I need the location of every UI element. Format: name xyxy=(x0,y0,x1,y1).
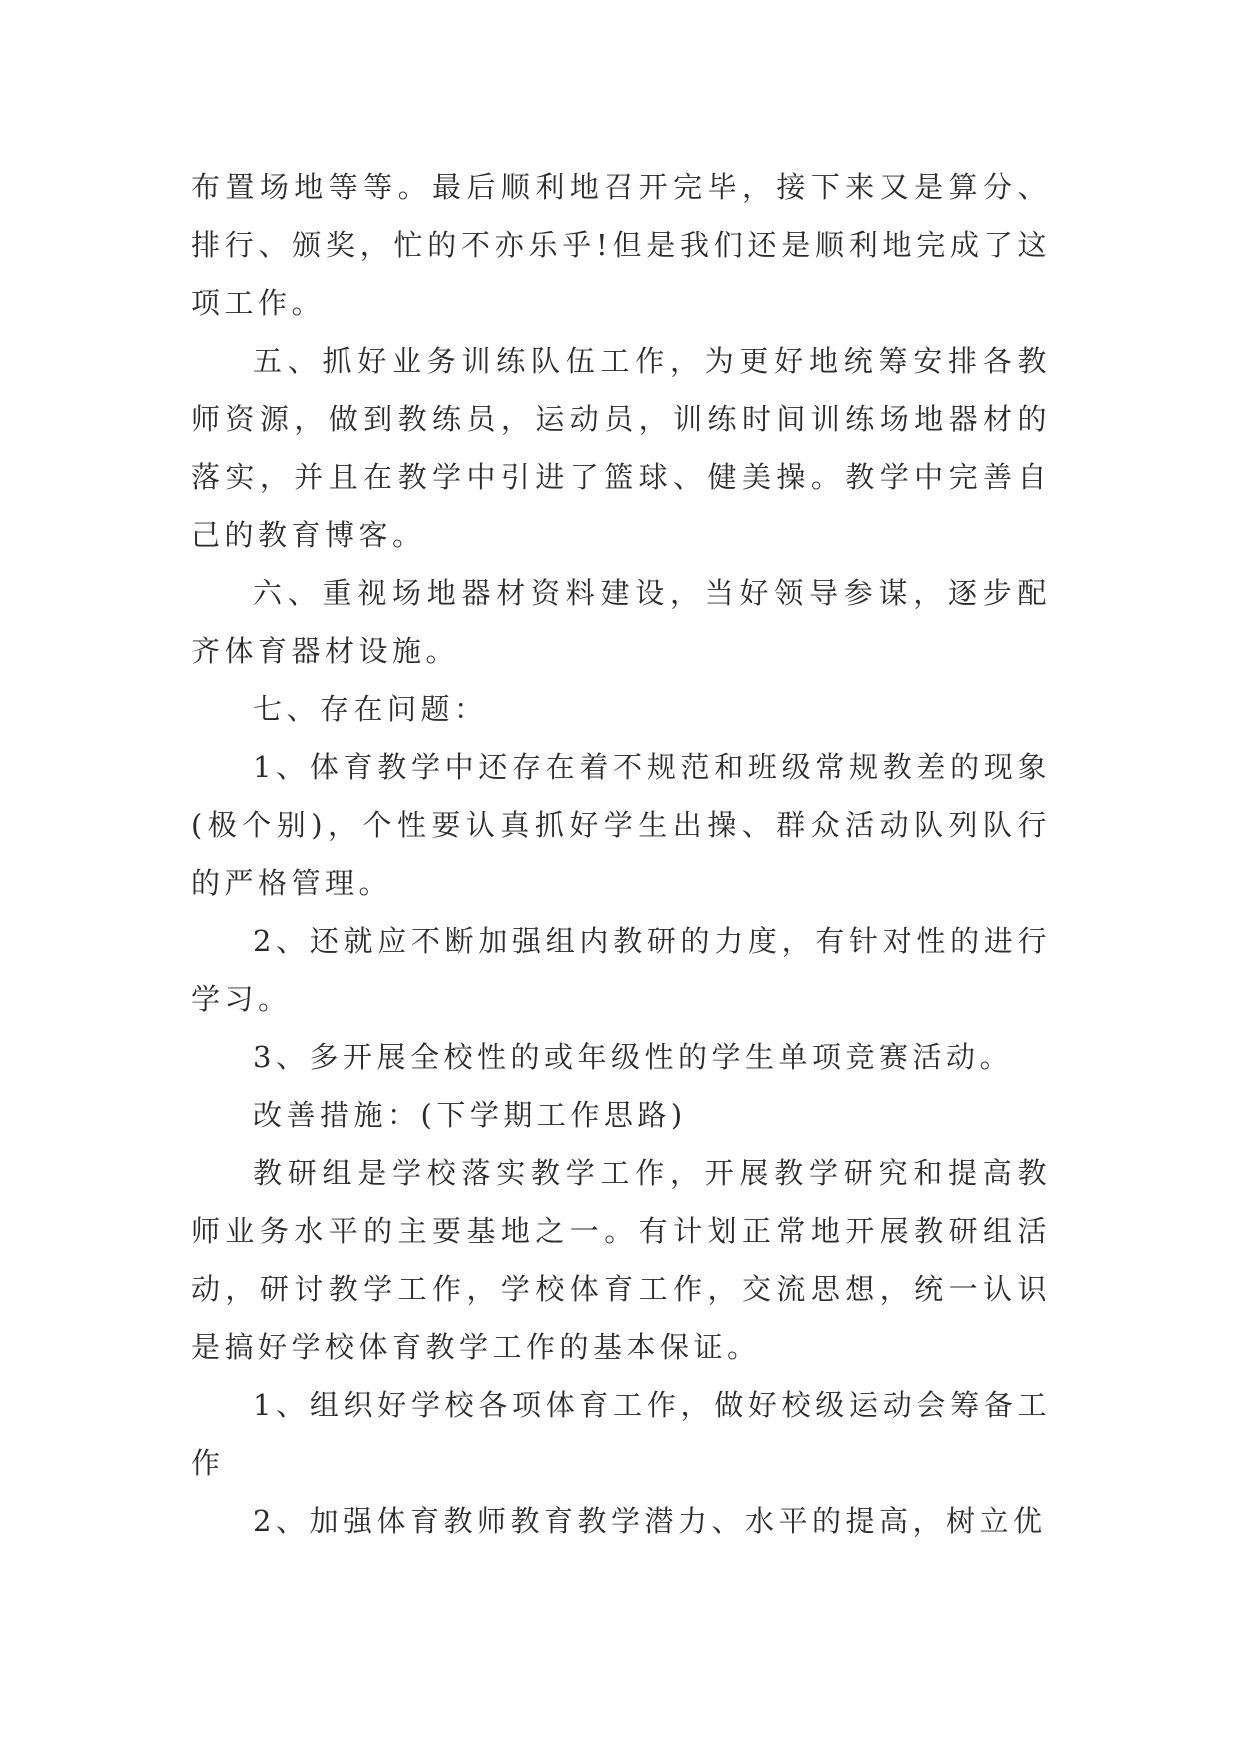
paragraph-5: 1、体育教学中还存在着不规范和班级常规教差的现象(极个别)，个性要认真抓好学生出操、群众活动队列队行的严格管理。 xyxy=(191,750,1051,900)
paragraph-4: 七、存在问题： xyxy=(253,692,488,726)
paragraph-9: 教研组是学校落实教学工作，开展教学研究和提高教师业务水平的主要基地之一。有计划正常地开展教研组活动，研讨教学工作，学校体育工作，交流思想，统一认识是搞好学校体育教学工作的基本保证。 xyxy=(191,1156,1051,1364)
paragraph-8: 改善措施：(下学期工作思路) xyxy=(253,1098,687,1132)
paragraph-3: 六、重视场地器材资料建设，当好领导参谋，逐步配齐体育器材设施。 xyxy=(191,576,1051,668)
document-body xyxy=(191,158,1051,1550)
paragraph-11: 2、加强体育教师教育教学潜力、水平的提高，树立优 xyxy=(253,1504,1047,1538)
paragraph-7: 3、多开展全校性的或年级性的学生单项竞赛活动。 xyxy=(253,1040,1013,1074)
paragraph-10: 1、组织好学校各项体育工作，做好校级运动会筹备工作 xyxy=(191,1388,1051,1480)
paragraph-2: 五、抓好业务训练队伍工作，为更好地统筹安排各教师资源，做到教练员，运动员，训练时间训练场地器材的落实，并且在教学中引进了篮球、健美操。教学中完善自己的教育博客。 xyxy=(191,344,1051,552)
paragraph-6: 2、还就应不断加强组内教研的力度，有针对性的进行学习。 xyxy=(191,924,1051,1016)
paragraph-1: 布置场地等等。最后顺利地召开完毕，接下来又是算分、排行、颁奖，忙的不亦乐乎!但是我们还是顺利地完成了这项工作。 xyxy=(191,170,1051,320)
